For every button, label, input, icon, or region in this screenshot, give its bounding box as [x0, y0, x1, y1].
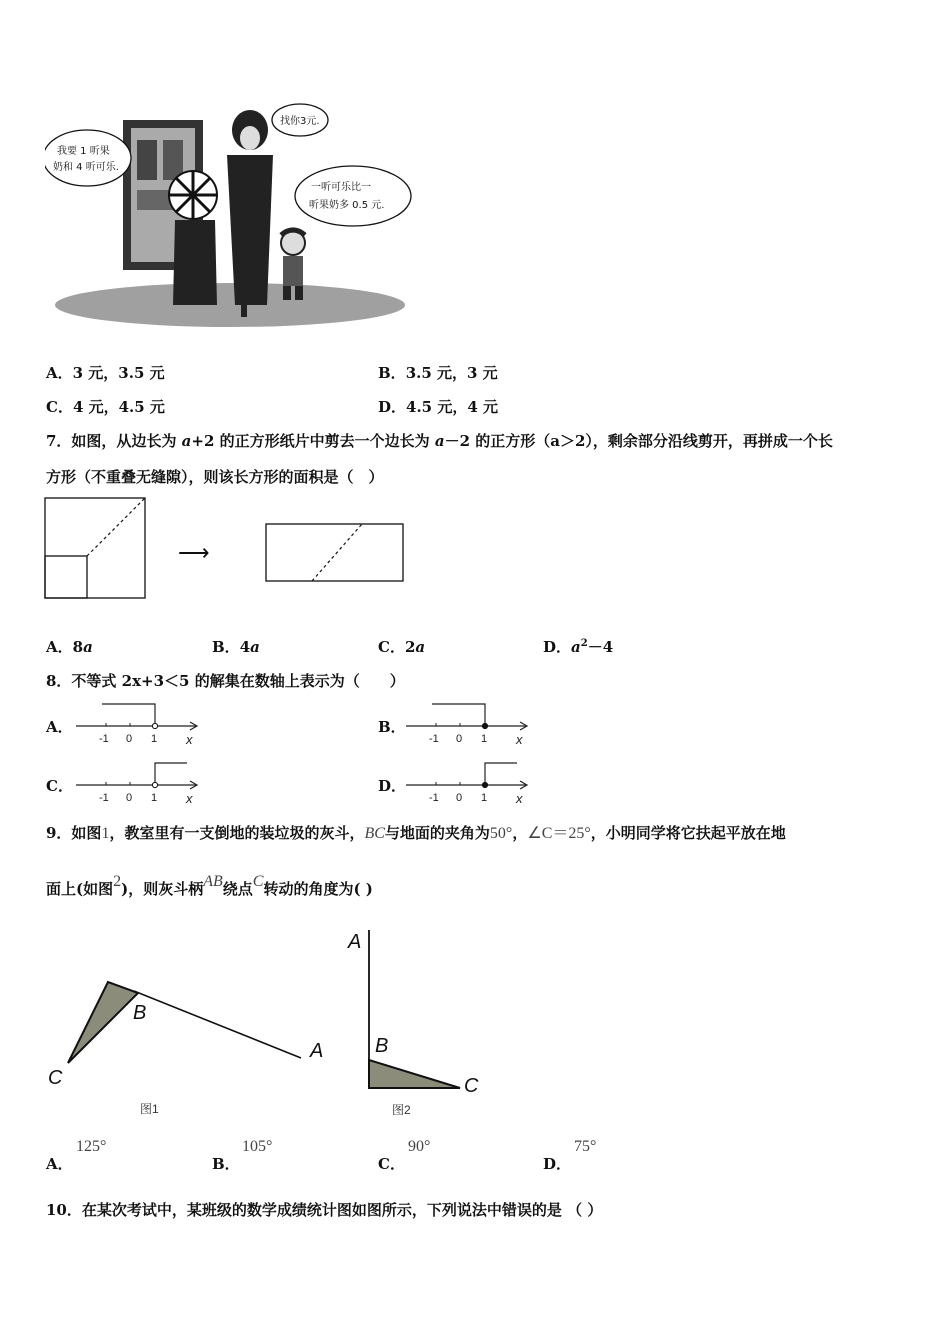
q9-stem-line2 — [46, 873, 373, 899]
label-b: B — [133, 1002, 147, 1024]
q8-option-d-numberline[interactable] — [404, 757, 534, 807]
segment-bc: BC — [364, 825, 385, 842]
point-c: C — [252, 873, 264, 890]
q9-option-a[interactable] — [46, 1153, 73, 1174]
label-a: A — [310, 1040, 324, 1062]
option-letter: C． — [378, 638, 405, 656]
q7-text: +2 的正方形纸片中剪去一个边长为 — [191, 432, 435, 450]
q6-option-b[interactable] — [378, 362, 498, 383]
option-letter: A． — [46, 364, 73, 382]
figure-number: 2 — [113, 873, 122, 890]
open-point — [152, 782, 157, 787]
q9-text: ， — [512, 824, 528, 842]
option-text: 3.5 元，3 元 — [405, 364, 498, 382]
speech-bubble-girl — [45, 130, 131, 186]
var-a: a — [434, 432, 445, 450]
label-a: A — [348, 931, 362, 953]
q9-text: 绕点 — [222, 880, 253, 898]
q9-text: 与地面的夹角为 — [384, 824, 490, 842]
q7-text: －2 的正方形（a＞2），剩余部分沿线剪开，再拼成一个长 — [444, 432, 833, 450]
closed-point — [482, 782, 487, 787]
q7-text: 7．如图，从边长为 — [46, 432, 182, 450]
dustpan-handle — [134, 991, 301, 1058]
label-b: B — [375, 1035, 389, 1057]
q8-option-a-label[interactable]: A． — [46, 718, 73, 736]
speech-bubble-woman — [272, 104, 328, 136]
option-text: 4 — [239, 638, 251, 656]
q9-option-d-value: 75° — [574, 1138, 597, 1155]
bubble-girl-line1: 我要 1 听果 — [57, 146, 110, 157]
tick-label: 0 — [126, 733, 133, 745]
axis-var-label: x — [516, 791, 523, 806]
option-letter: B． — [212, 1155, 240, 1173]
q10-stem: 10．在某次考试中，某班级的数学成绩统计图如图所示，下列说法中错误的是 （ ） — [46, 1201, 603, 1219]
cartoon-illustration — [45, 100, 415, 330]
open-point — [152, 723, 157, 728]
exponent: 2 — [580, 638, 588, 649]
tick-label: 0 — [126, 792, 133, 804]
bubble-woman-text: 找你3元. — [280, 116, 320, 127]
tick-label: -1 — [99, 792, 109, 804]
option-letter: A． — [46, 638, 73, 656]
axis-var-label: x — [186, 732, 193, 747]
q8-option-c-label[interactable]: C． — [46, 777, 73, 795]
q9-option-c[interactable] — [378, 1153, 405, 1174]
solution-bracket — [485, 763, 517, 785]
q9-option-a-value: 125° — [76, 1138, 107, 1155]
dustpan-flat — [369, 1060, 460, 1088]
solution-bracket — [102, 704, 155, 726]
option-text: 8 — [72, 638, 84, 656]
solution-bracket — [155, 763, 187, 785]
q7-figure — [44, 496, 414, 602]
var-a: a — [571, 638, 581, 656]
tick-label: 1 — [481, 792, 488, 804]
tick-label: 0 — [456, 792, 463, 804]
q8-option-c-numberline[interactable] — [74, 757, 204, 807]
label-c: C — [464, 1075, 479, 1097]
option-letter: C． — [46, 398, 73, 416]
angle-50: 50° — [489, 825, 513, 842]
segment-ab: AB — [203, 873, 223, 890]
tick-label: 0 — [456, 733, 463, 745]
option-text: 3 元，3.5 元 — [72, 364, 165, 382]
q7-stem-line1 — [46, 430, 833, 451]
q6-option-c[interactable] — [46, 396, 165, 417]
q9-text: ，小明同学将它扶起平放在地 — [590, 824, 786, 842]
arrow-icon: ⟶ — [178, 540, 210, 565]
q8-option-b-numberline[interactable] — [404, 698, 534, 748]
small-square — [45, 556, 87, 598]
bubble-girl-line2: 奶和 4 听可乐. — [53, 162, 119, 173]
q9-text: ，教室里有一支倒地的装垃圾的灰斗， — [109, 824, 365, 842]
q8-option-d-label[interactable]: D． — [378, 777, 407, 795]
tick-label: -1 — [99, 733, 109, 745]
option-text: 4.5 元，4 元 — [406, 398, 498, 416]
q8-option-a-numberline[interactable] — [74, 698, 204, 748]
cut-line — [87, 498, 145, 556]
solution-bracket — [432, 704, 485, 726]
tick-label: -1 — [429, 733, 439, 745]
label-c: C — [48, 1067, 63, 1089]
q7-stem-line2: 方形（不重叠无缝隙），则该长方形的面积是（ ） — [46, 468, 384, 486]
closed-point — [482, 723, 487, 728]
option-text: 4 元，4.5 元 — [72, 398, 165, 416]
tick-label: 1 — [151, 733, 158, 745]
tick-label: 1 — [481, 733, 488, 745]
bubble-boy-line2: 听果奶多 0.5 元. — [309, 200, 385, 211]
q9-stem-line1 — [46, 820, 786, 843]
caption-fig2: 图2 — [392, 1103, 411, 1117]
var-a: a — [415, 638, 426, 656]
result-cut-line — [312, 524, 362, 581]
figure-number: 1 — [101, 825, 110, 842]
tick-label: 1 — [151, 792, 158, 804]
var-a: a — [250, 638, 260, 656]
dustpan-body — [68, 982, 138, 1063]
var-a: a — [83, 638, 93, 656]
option-letter: B． — [378, 364, 406, 382]
q9-figure-1 — [44, 966, 344, 1121]
q9-option-d[interactable] — [543, 1153, 571, 1174]
caption-fig1: 图1 — [140, 1102, 159, 1116]
angle-c: ∠C＝25° — [527, 825, 591, 842]
option-letter: C． — [378, 1155, 405, 1173]
q6-option-d[interactable] — [378, 396, 498, 417]
q9-text: 转动的角度为( ) — [263, 880, 373, 898]
q9-text: 面上(如图 — [46, 880, 114, 898]
axis-var-label: x — [186, 791, 193, 806]
q9-figure-2 — [340, 924, 490, 1124]
q6-option-a[interactable] — [46, 362, 165, 383]
option-letter: D． — [378, 398, 407, 416]
result-rectangle — [266, 524, 403, 581]
option-text: －4 — [587, 638, 614, 656]
q9-text: )，则灰斗柄 — [121, 880, 204, 898]
q8-stem: 8．不等式 2x+3＜5 的解集在数轴上表示为（ ） — [46, 672, 405, 690]
speech-bubble-boy — [295, 166, 411, 226]
q7-option-b[interactable] — [212, 636, 260, 657]
q9-text: 9．如图 — [46, 824, 102, 842]
q9-option-b-value: 105° — [242, 1138, 273, 1155]
q7-option-c[interactable] — [378, 636, 425, 657]
q9-option-c-value: 90° — [408, 1138, 431, 1155]
option-letter: A． — [46, 1155, 73, 1173]
q8-option-b-label[interactable]: B． — [378, 718, 406, 736]
option-letter: D． — [543, 638, 572, 656]
tick-label: -1 — [429, 792, 439, 804]
option-letter: B． — [212, 638, 240, 656]
var-a: a — [181, 432, 192, 450]
option-letter: D． — [543, 1155, 572, 1173]
option-text: 2 — [404, 638, 416, 656]
axis-var-label: x — [516, 732, 523, 747]
q9-option-b[interactable] — [212, 1153, 240, 1174]
q7-option-d[interactable] — [543, 636, 613, 657]
q7-option-a[interactable] — [46, 636, 93, 657]
bubble-boy-line1: 一听可乐比一 — [311, 182, 371, 193]
